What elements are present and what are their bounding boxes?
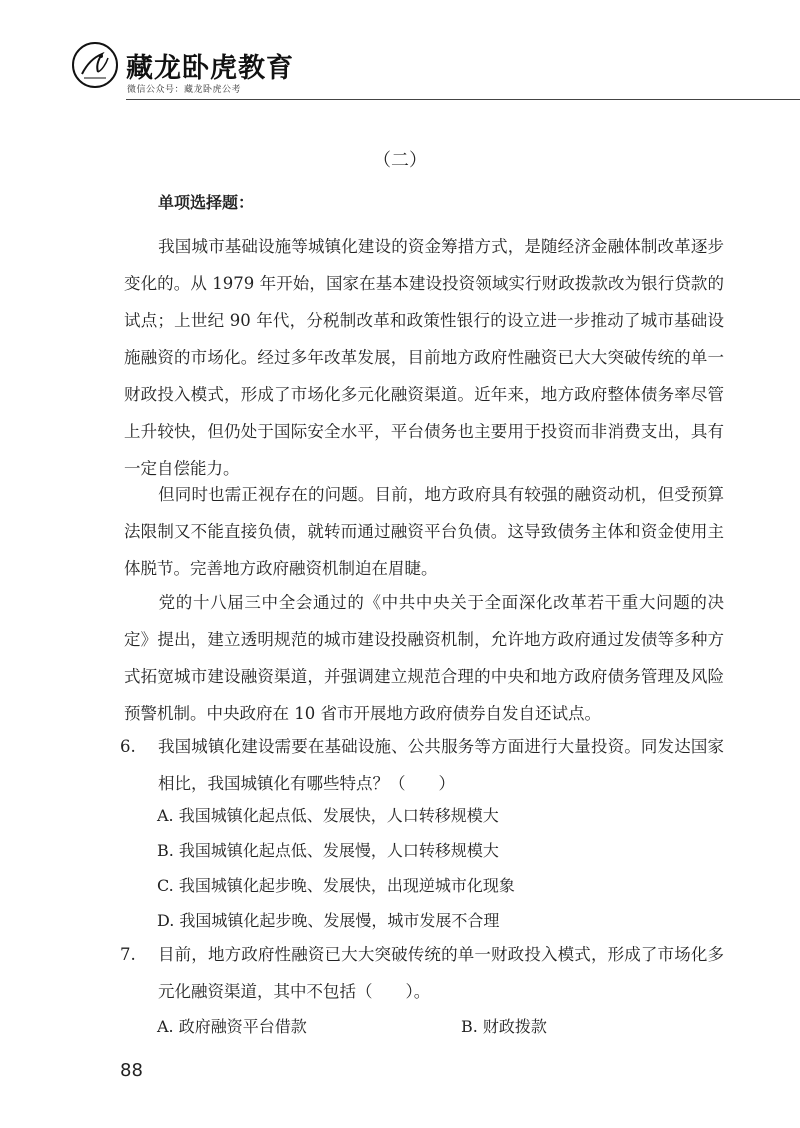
question-number: 6.: [120, 737, 136, 756]
brand-name: 藏龙卧虎教育: [126, 53, 294, 84]
option-6b[interactable]: B. 我国城镇化起点低、发展慢，人口转移规模大: [157, 841, 499, 860]
option-6c[interactable]: C. 我国城镇化起步晚、发展快，出现逆城市化现象: [157, 876, 515, 895]
option-6a[interactable]: A. 我国城镇化起点低、发展快，人口转移规模大: [157, 806, 499, 825]
section-title: （二）: [373, 150, 427, 171]
question-stem: 目前，地方政府性融资已大大突破传统的单一财政投入模式，形成了市场化多元化融资渠道，其中不包括（ ）。: [158, 945, 724, 1001]
option-7a[interactable]: A. 政府融资平台借款: [157, 1017, 307, 1036]
brand-subtitle: 微信公众号：藏龙卧虎公考: [127, 85, 242, 95]
question-stem: 我国城镇化建设需要在基础设施、公共服务等方面进行大量投资。同发达国家相比，我国城镇化有哪些特点？（ ）: [158, 737, 724, 793]
header-divider: [126, 99, 800, 100]
question-7: [120, 936, 724, 1016]
passage-paragraph-2: 但同时也需正视存在的问题。目前，地方政府具有较强的融资动机，但受预算法限制又不能直接负债，就转而通过融资平台负债。这导致债务主体和资金使用主体脱节。完善地方政府融资机制迫在眉睫。: [124, 485, 724, 578]
page-number: 88: [120, 1060, 143, 1081]
dragon-logo-icon: [74, 44, 116, 86]
question-type-heading: 单项选择题：: [158, 193, 255, 212]
option-6d[interactable]: D. 我国城镇化起步晚、发展慢，城市发展不合理: [157, 911, 500, 930]
question-6: [120, 728, 724, 808]
passage-paragraph-1: 我国城市基础设施等城镇化建设的资金筹措方式，是随经济金融体制改革逐步变化的。从 1979 年开始，国家在基本建设投资领域实行财政拨款改为银行贷款的试点；上世纪 90 年代，分税制改革和政策性银行的设立进一步推动了城市基础设施融资的市场化。经过多年改革发展，目前地方政府性融资已大大突破传统的单一财政投入模式，形成了市场化多元化融资渠道。近年来，地方政府整体债务率尽管上升较快，但仍处于国际安全水平，平台债务也主要用于投资而非消费支出，具有一定自偿能力。: [124, 237, 724, 478]
passage-paragraph-3: 党的十八届三中全会通过的《中共中央关于全面深化改革若干重大问题的决定》提出，建立透明规范的城市建设投融资机制，允许地方政府通过发债等多种方式拓宽城市建设融资渠道，并强调建立规范合理的中央和地方政府债务管理及风险预警机制。中央政府在 10 省市开展地方政府债券自发自还试点。: [124, 593, 724, 723]
page-header: [0, 0, 800, 100]
brand-logo: [72, 42, 118, 88]
question-number: 7.: [120, 945, 136, 964]
option-7b[interactable]: B. 财政拨款: [461, 1017, 547, 1036]
